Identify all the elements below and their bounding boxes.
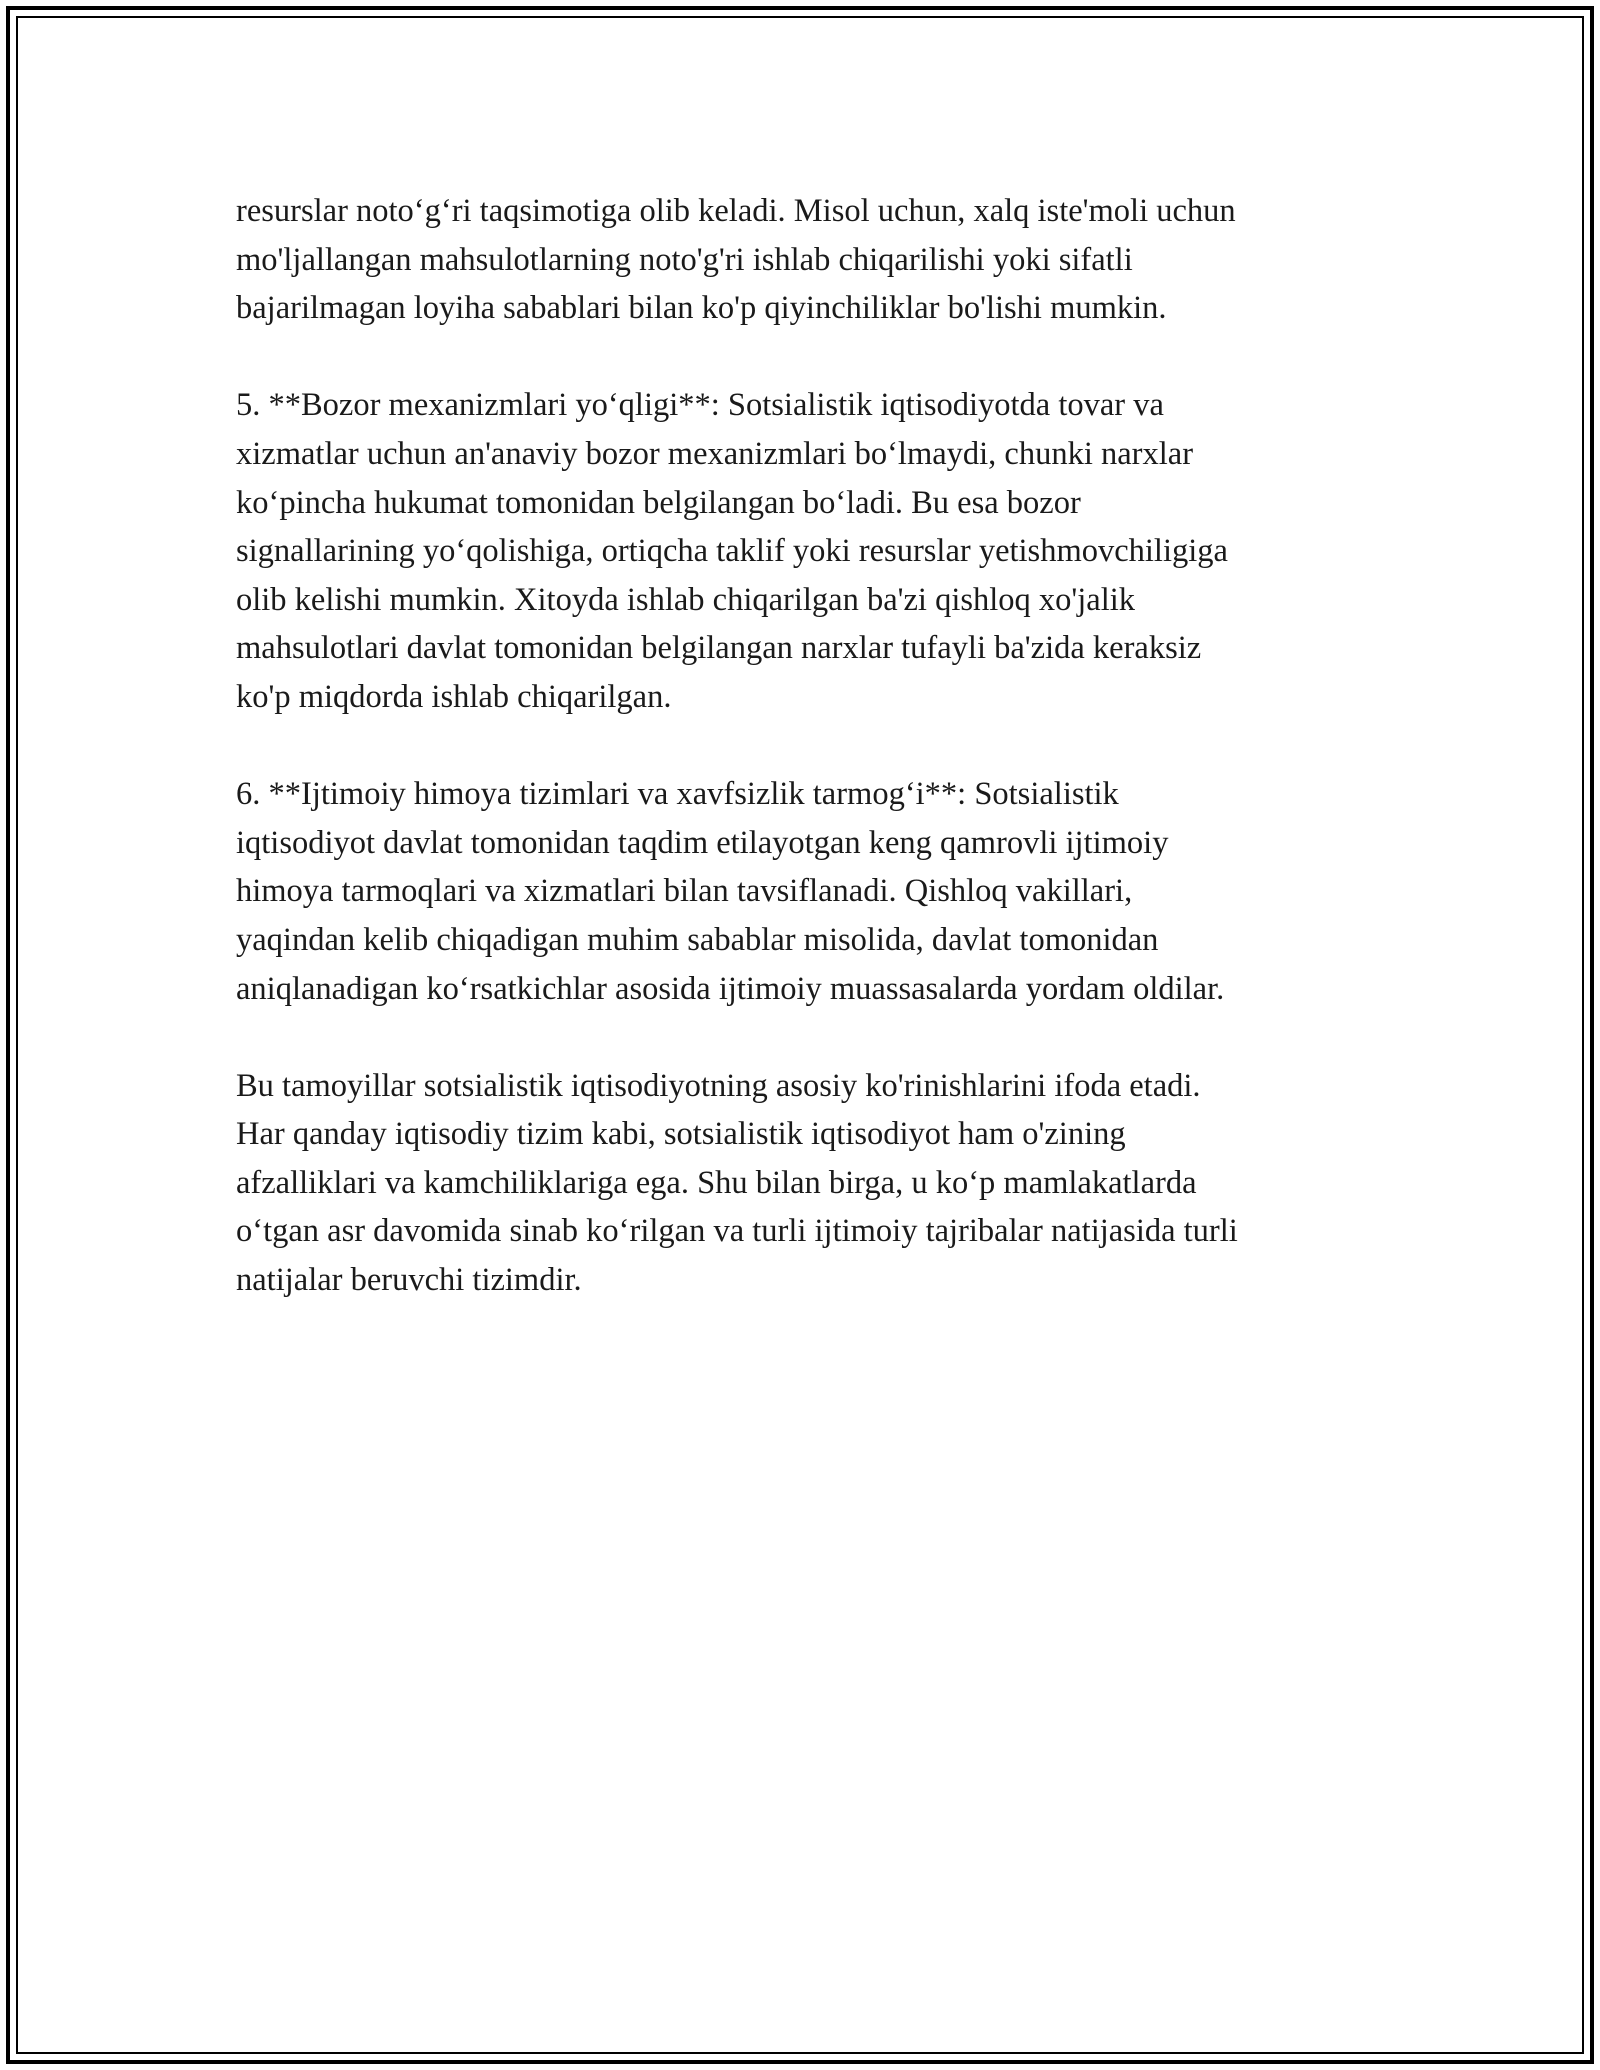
text-line: resurslar noto‘g‘ri taqsimotiga olib keladi. Misol uchun, xalq iste'moli uchun <box>236 193 1236 229</box>
text-line: olib kelishi mumkin. Xitoyda ishlab chiqarilgan ba'zi qishloq xo'jalik <box>236 581 1136 618</box>
text-line: xizmatlar uchun an'anaviy bozor mexanizmlari bo‘lmaydi, chunki narxlar <box>236 435 1194 472</box>
paragraph-conclusion <box>236 1062 1376 1305</box>
paragraph-market-mechanisms <box>236 381 1376 721</box>
paragraph-social-protection <box>236 770 1376 1013</box>
text-line: afzalliklari va kamchiliklariga ega. Shu bilan birga, u ko‘p mamlakatlarda <box>236 1164 1197 1201</box>
text-line: 6. **Ijtimoiy himoya tizimlari va xavfsizlik tarmog‘i**: Sotsialistik <box>236 776 1119 813</box>
document-body <box>236 187 1376 1353</box>
text-line: iqtisodiyot davlat tomonidan taqdim etilayotgan keng qamrovli ijtimoiy <box>236 824 1169 861</box>
text-line: 5. **Bozor mexanizmlari yo‘qligi**: Sotsialistik iqtisodiyotda tovar va <box>236 387 1164 424</box>
paragraph-resource-allocation <box>236 187 1376 333</box>
text-line: mahsulotlari davlat tomonidan belgilangan narxlar tufayli ba'zida keraksiz <box>236 630 1202 667</box>
text-line: signallarining yo‘qolishiga, ortiqcha taklif yoki resurslar yetishmovchiligiga <box>236 533 1228 570</box>
text-line: bajarilmagan loyiha sabablari bilan ko'p qiyinchiliklar bo'lishi mumkin. <box>236 290 1167 327</box>
text-line: aniqlanadigan ko‘rsatkichlar asosida ijtimoiy muassasalarda yordam oldilar. <box>236 970 1225 1007</box>
text-line: natijalar beruvchi tizimdir. <box>236 1262 582 1299</box>
text-line: himoya tarmoqlari va xizmatlari bilan tavsiflanadi. Qishloq vakillari, <box>236 873 1133 910</box>
text-line: Bu tamoyillar sotsialistik iqtisodiyotning asosiy ko'rinishlarini ifoda etadi. <box>236 1067 1201 1104</box>
text-line: ko‘pincha hukumat tomonidan belgilangan bo‘ladi. Bu esa bozor <box>236 484 1081 521</box>
text-line: Har qanday iqtisodiy tizim kabi, sotsialistik iqtisodiyot ham o'zining <box>236 1116 1126 1153</box>
text-line: yaqindan kelib chiqadigan muhim sabablar misolida, davlat tomonidan <box>236 921 1159 958</box>
text-line: ko'p miqdorda ishlab chiqarilgan. <box>236 678 672 715</box>
text-line: o‘tgan asr davomida sinab ko‘rilgan va turli ijtimoiy tajribalar natijasida turli <box>236 1213 1238 1250</box>
text-line: mo'ljallangan mahsulotlarning noto'g'ri ishlab chiqarilishi yoki sifatli <box>236 241 1133 278</box>
